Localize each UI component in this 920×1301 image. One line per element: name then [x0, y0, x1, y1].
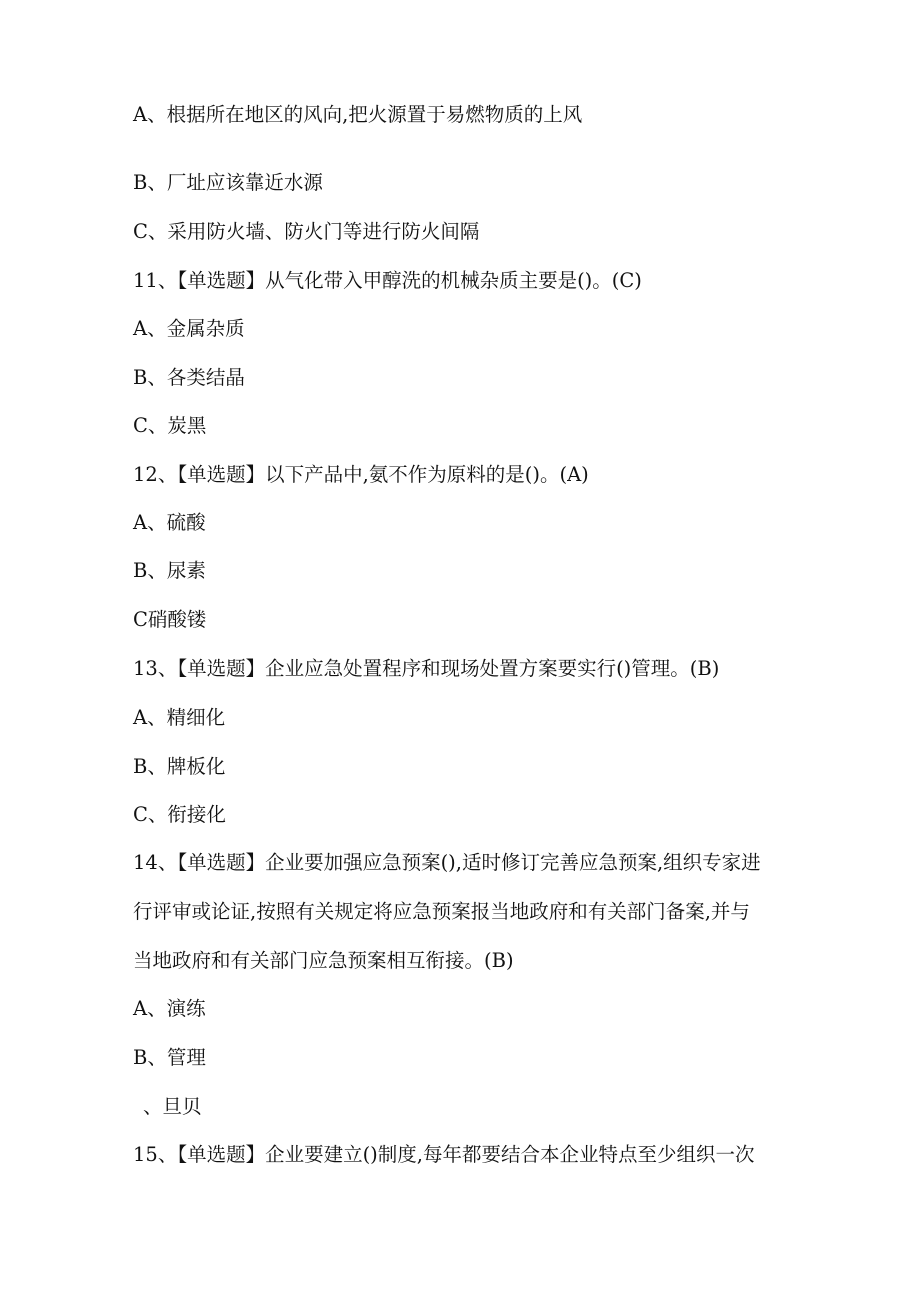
question-15: 15、【单选题】企业要建立()制度,每年都要结合本企业特点至少组织一次: [133, 1143, 755, 1166]
question-11: 11、【单选题】从气化带入甲醇洗的机械杂质主要是()。(C): [133, 269, 642, 292]
option-a: A、根据所在地区的风向,把火源置于易燃物质的上风: [133, 103, 583, 126]
option-a: A、硫酸: [133, 511, 206, 534]
option-b: B、厂址应该靠近水源: [133, 171, 323, 194]
question-14-line-3: 当地政府和有关部门应急预案相互衔接。(B): [133, 949, 514, 972]
option-a: A、演练: [133, 997, 206, 1020]
option-c: C、炭黑: [133, 414, 207, 437]
question-12: 12、【单选题】以下产品中,氨不作为原料的是()。(A): [133, 463, 589, 486]
question-14-line-2: 行评审或论证,按照有关规定将应急预案报当地政府和有关部门备案,并与: [133, 900, 750, 923]
option-c: C硝酸镂: [133, 608, 207, 631]
option-c: 、旦贝: [143, 1095, 202, 1118]
option-a: A、精细化: [133, 706, 226, 729]
option-c: C、采用防火墙、防火门等进行防火间隔: [133, 220, 480, 243]
option-c: C、衔接化: [133, 803, 226, 826]
question-13: 13、【单选题】企业应急处置程序和现场处置方案要实行()管理。(B): [133, 657, 720, 680]
option-b: B、尿素: [133, 559, 206, 582]
option-a: A、金属杂质: [133, 317, 245, 340]
question-14-line-1: 14、【单选题】企业要加强应急预案(),适时修订完善应急预案,组织专家进: [133, 851, 761, 874]
option-b: B、管理: [133, 1046, 206, 1069]
option-b: B、各类结晶: [133, 366, 245, 389]
option-b: B、牌板化: [133, 755, 226, 778]
